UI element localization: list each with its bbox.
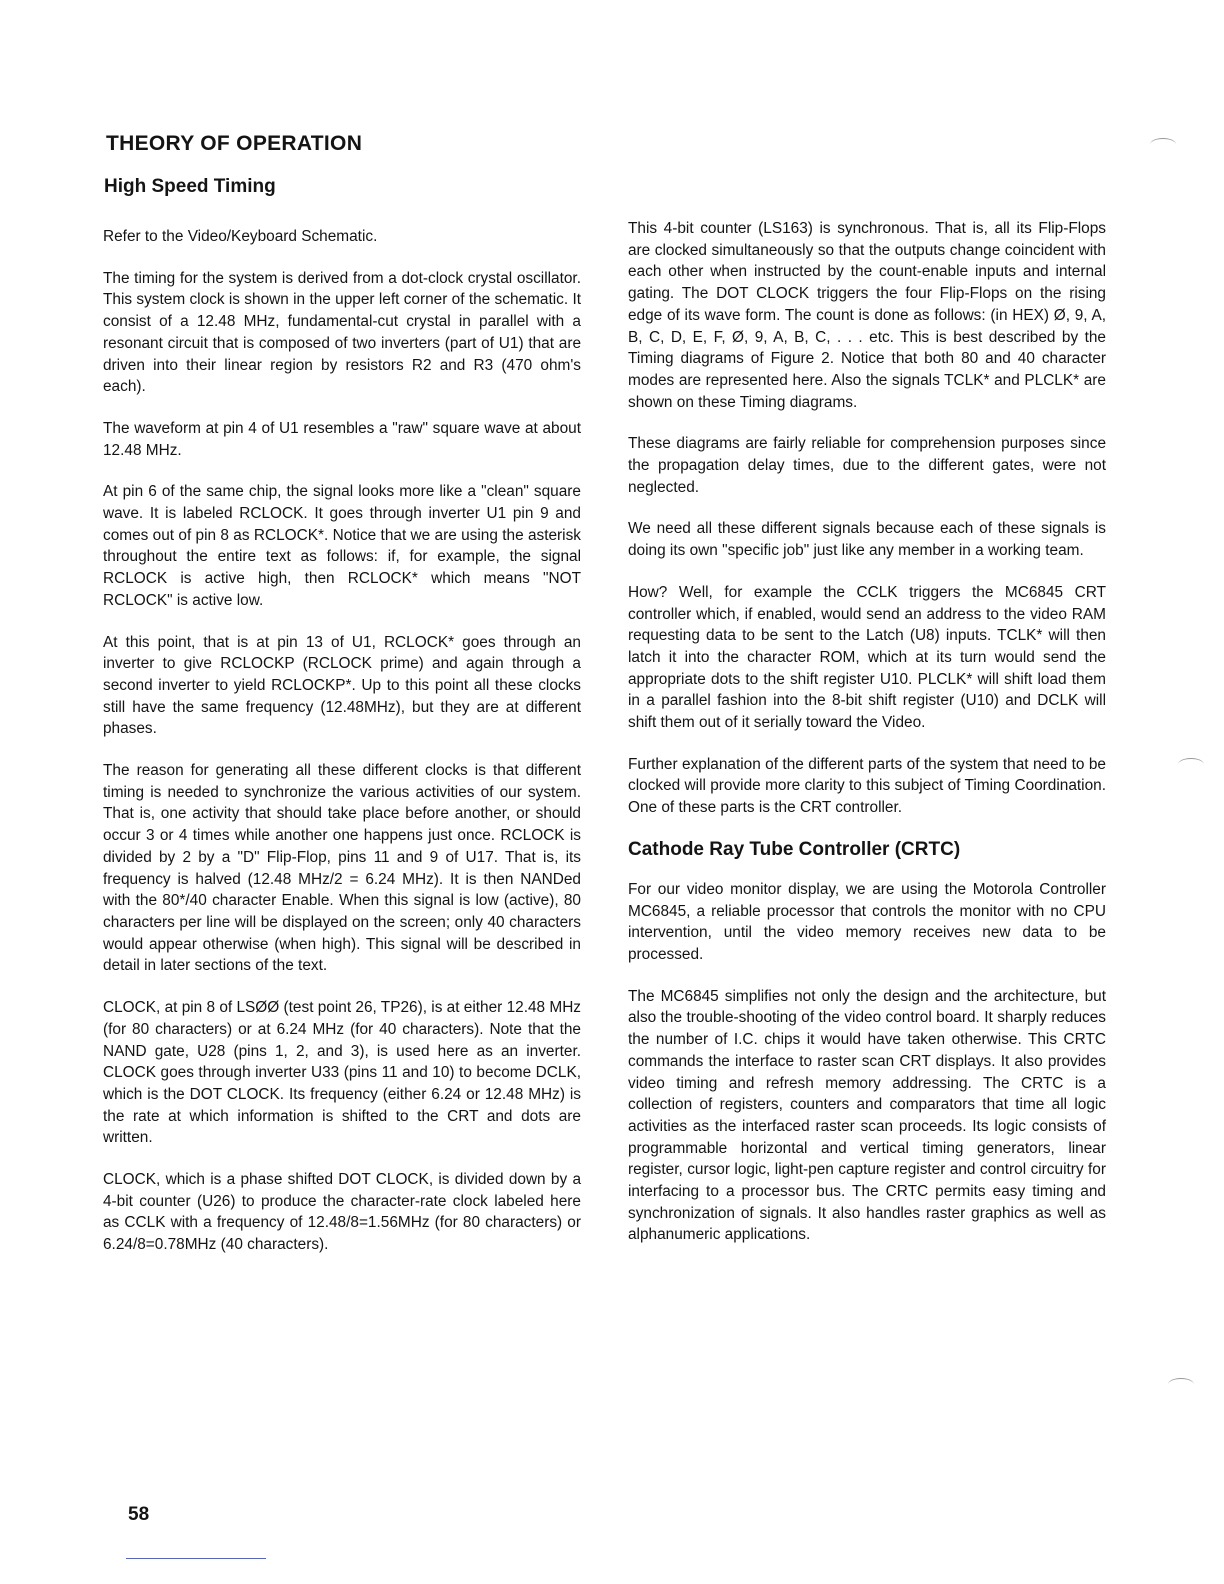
paragraph: At this point, that is at pin 13 of U1, RCLOCK* goes through an inverter to give RCLOCKP (RCLOCK prime) and again through a second inverter to yield RCLOCKP*. Up to this point all these clocks still have the same frequency (12.48MHz), but they are at different phases. xyxy=(103,633,581,738)
page-title: THEORY OF OPERATION xyxy=(106,132,363,155)
footer-rule xyxy=(126,1558,266,1559)
page-number: 58 xyxy=(128,1504,150,1525)
paragraph: We need all these different signals because each of these signals is doing its own "specific job" just like any member in a working team. xyxy=(628,520,1106,560)
paragraph: CLOCK, at pin 8 of LSØØ (test point 26, TP26), is at either 12.48 MHz (for 80 characters) or at 6.24 MHz (for 40 characters). Note that the NAND gate, U28 (pins 1, 2, and 3), is used here as an inverter. CLOCK goes through inverter U33 (pins 11 and 10) to become DCLK, which is the DOT CLOCK. Its frequency (either 6.24 or 12.48 MHz) is the rate at which information is shifted to the CRT and dots are written. xyxy=(103,999,581,1147)
right-column xyxy=(628,218,1106,1266)
paragraph: This 4-bit counter (LS163) is synchronous. That is, all its Flip-Flops are clocked simultaneously so that the outputs change coincident with each other when instructed by the count-enable inputs and internal gating. The DOT CLOCK triggers the four Flip-Flops on the rising edge of its wave form. The count is done as follows: (in HEX) Ø, 9, A, B, C, D, E, F, Ø, 9, A, B, C, . . . etc. This is best described by the Timing diagrams of Figure 2. Notice that both 80 and 40 character modes are represented here. Also the signals TCLK* and PLCLK* are shown on these Timing diagrams. xyxy=(628,220,1106,411)
paragraph: The timing for the system is derived from a dot-clock crystal oscillator. This system clock is shown in the upper left corner of the schematic. It consist of a 12.48 MHz, fundamental-cut crystal in parallel with a resonant circuit that is composed of two inverters (part of U1) that are driven into their linear region by resistors R2 and R3 (470 ohm's each). xyxy=(103,269,581,396)
paragraph: For our video monitor display, we are using the Motorola Controller MC6845, a reliable processor that controls the monitor with no CPU intervention, until the video memory receives new data to be processed. xyxy=(628,880,1106,963)
paragraph: CLOCK, which is a phase shifted DOT CLOCK, is divided down by a 4-bit counter (U26) to produce the character-rate clock labeled here as CCLK with a frequency of 12.48/8=1.56MHz (for 80 characters) or 6.24/8=0.78MHz (40 characters). xyxy=(103,1171,581,1254)
paragraph: How? Well, for example the CCLK triggers the MC6845 CRT controller which, if enabled, would send an address to the video RAM requesting data to be sent to the Latch (U8) inputs. TCLK* will then latch it into the character ROM, which at its turn would send the appropriate dots to the shift register U10. PLCLK* will shift load them in a parallel fashion into the 8-bit shift register (U10) and DCLK will shift them out of it serially toward the Video. xyxy=(628,583,1106,732)
binding-mark-icon xyxy=(1150,138,1176,151)
paragraph: These diagrams are fairly reliable for comprehension purposes since the propagation delay times, due to the different gates, were not neglected. xyxy=(628,435,1106,496)
section-heading-high-speed-timing: High Speed Timing xyxy=(104,176,276,197)
paragraph: Further explanation of the different parts of the system that need to be clocked will provide more clarity to this subject of Timing Coordination. One of these parts is the CRT controller. xyxy=(628,755,1106,817)
binding-mark-icon xyxy=(1178,758,1204,771)
paragraph: The waveform at pin 4 of U1 resembles a "raw" square wave at about 12.48 MHz. xyxy=(103,419,581,459)
left-column xyxy=(103,226,581,1276)
section-heading-crtc: Cathode Ray Tube Controller (CRTC) xyxy=(628,838,961,860)
binding-mark-icon xyxy=(1168,1378,1194,1391)
paragraph: Refer to the Video/Keyboard Schematic. xyxy=(103,228,378,245)
paragraph: At pin 6 of the same chip, the signal looks more like a "clean" square wave. It is labeled RCLOCK. It goes through inverter U1 pin 9 and comes out of pin 8 as RCLOCK*. Notice that we are using the asterisk throughout the entire text as follows: if, for example, the signal RCLOCK is active high, then RCLOCK* which means "NOT RCLOCK" is active low. xyxy=(103,483,581,609)
paragraph: The reason for generating all these different clocks is that different timing is needed to synchronize the various activities of our system. That is, one activity that should take place before another, or should occur 3 or 4 times while another one happens just once. RCLOCK is divided by 2 by a "D" Flip-Flop, pins 11 and 9 of U17. That is, its frequency is halved (12.48 MHz/2 = 6.24 MHz). It is then NANDed with the 80*/40 character Enable. When this signal is low (active), 80 characters per line will be displayed on the screen; only 40 characters would appear otherwise (when high). This signal will be described in detail in later sections of the text. xyxy=(103,762,581,975)
paragraph: The MC6845 simplifies not only the design and the architecture, but also the trouble-shooting of the video control board. It sharply reduces the number of I.C. chips it would have taken otherwise. This CRTC commands the interface to raster scan CRT displays. It also provides video timing and refresh memory addressing. The CRTC is a collection of registers, counters and comparators that time all logic activities as the interfaced raster scan proceeds. Its logic consists of programmable horizontal and vertical timing generators, linear register, cursor logic, light-pen capture register and control circuitry for interfacing to a processor bus. The CRTC permits easy timing and synchronization of signals. It also handles raster graphics as well as alphanumeric applications. xyxy=(628,987,1106,1244)
